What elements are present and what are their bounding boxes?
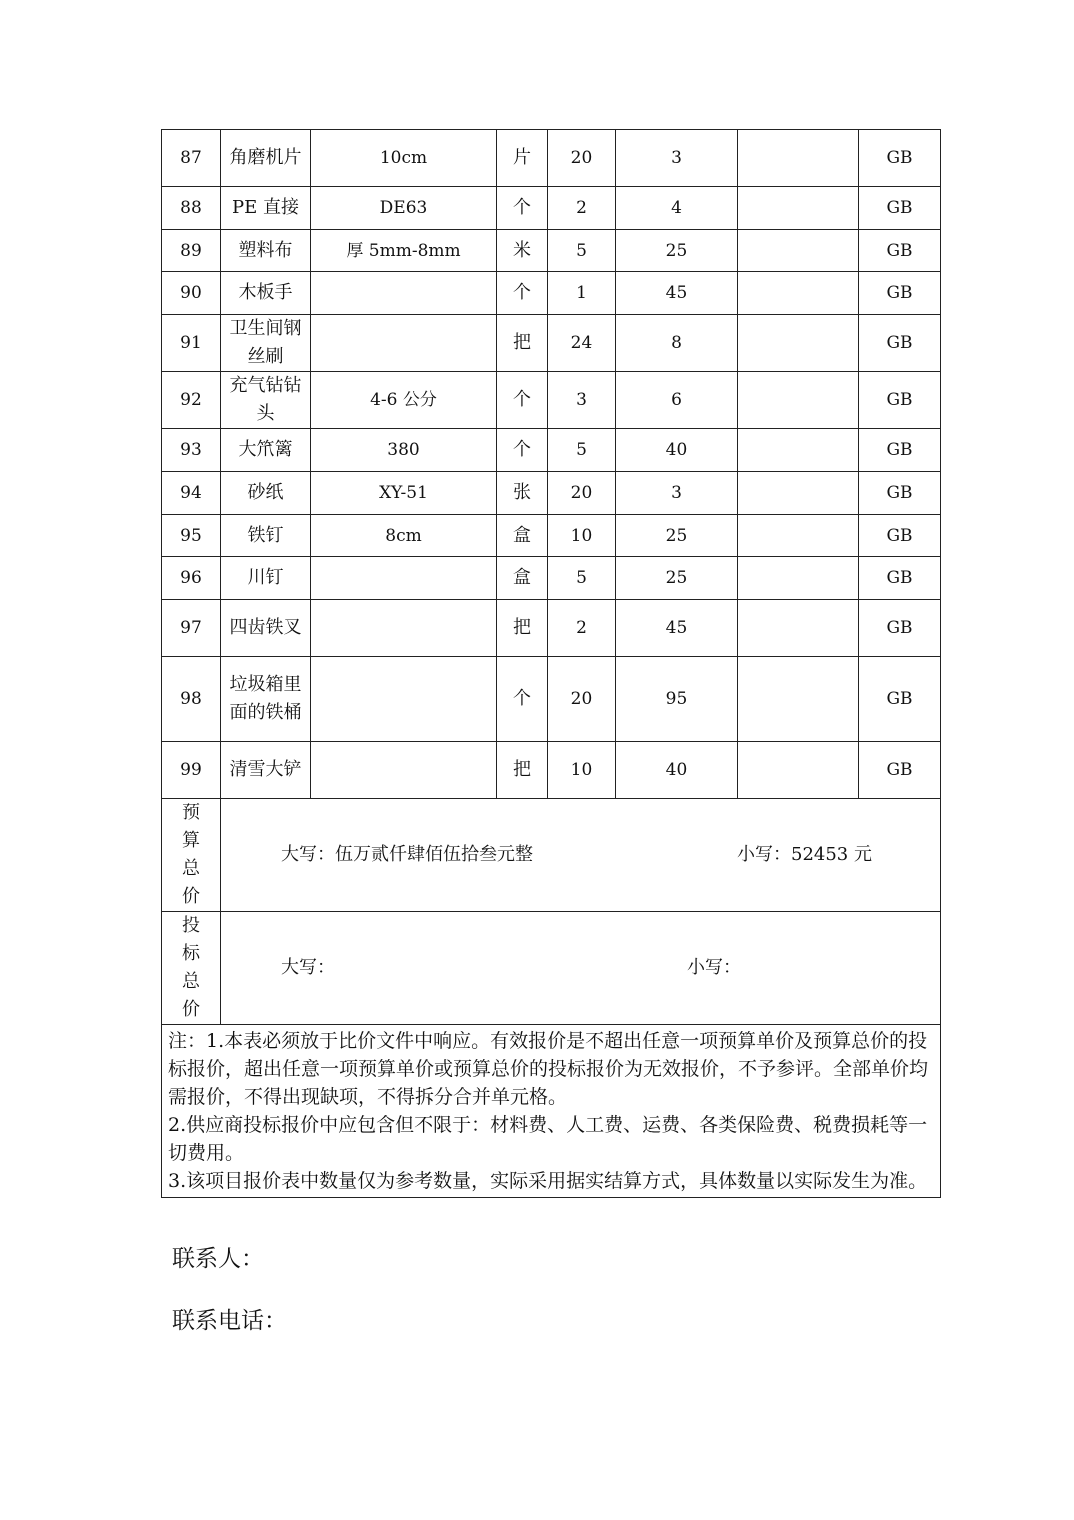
item-quantity: 10 [548, 742, 616, 799]
item-quantity: 20 [548, 472, 616, 515]
budget-unit-price: 4 [616, 187, 738, 230]
budget-unit-price: 6 [616, 372, 738, 429]
row-number: 99 [162, 742, 221, 799]
item-name: 铁钉 [221, 515, 311, 557]
table-row [162, 130, 941, 187]
item-name: 川钉 [221, 557, 311, 600]
item-spec [311, 272, 497, 315]
bid-unit-price[interactable] [738, 130, 859, 187]
row-number: 92 [162, 372, 221, 429]
item-quantity: 20 [548, 657, 616, 742]
item-spec: 10cm [311, 130, 497, 187]
item-spec: 4-6 公分 [311, 372, 497, 429]
item-quantity: 5 [548, 557, 616, 600]
item-unit: 把 [497, 742, 548, 799]
table-row [162, 272, 941, 315]
item-standard: GB [859, 472, 941, 515]
item-name: 角磨机片 [221, 130, 311, 187]
item-quantity: 5 [548, 429, 616, 472]
contact-person-label: 联系人： [172, 1246, 264, 1272]
item-standard: GB [859, 557, 941, 600]
bid-unit-price[interactable] [738, 230, 859, 272]
budget-unit-price: 40 [616, 429, 738, 472]
budget-total-lower: 小写：52453 元 [737, 844, 872, 865]
bid-unit-price[interactable] [738, 657, 859, 742]
bid-unit-price[interactable] [738, 272, 859, 315]
item-name: 垃圾箱里面的铁桶 [221, 657, 311, 742]
item-quantity: 5 [548, 230, 616, 272]
item-standard: GB [859, 657, 941, 742]
item-quantity: 2 [548, 187, 616, 230]
item-name: 砂纸 [221, 472, 311, 515]
item-name: 塑料布 [221, 230, 311, 272]
note-2: 2.供应商投标报价中应包含但不限于：材料费、人工费、运费、各类保险费、税费损耗等一切费用。 [168, 1114, 928, 1164]
budget-unit-price: 3 [616, 130, 738, 187]
bid-total-upper: 大写： [281, 957, 335, 978]
item-name: 卫生间钢丝刷 [221, 315, 311, 372]
budget-unit-price: 25 [616, 230, 738, 272]
notes-cell [162, 1025, 941, 1198]
item-name: 充气钻钻头 [221, 372, 311, 429]
table-row [162, 600, 941, 657]
item-spec [311, 657, 497, 742]
table-row [162, 557, 941, 600]
note-1: 注：1.本表必须放于比价文件中响应。有效报价是不超出任意一项预算单价及预算总价的投标报价，超出任意一项预算单价或预算总价的投标报价为无效报价，不予参评。全部单价均需报价，不得出现缺项，不得拆分合并单元格。 [168, 1030, 929, 1108]
bid-unit-price[interactable] [738, 372, 859, 429]
item-spec: 厚 5mm-8mm [311, 230, 497, 272]
budget-unit-price: 45 [616, 272, 738, 315]
bid-total-values[interactable] [221, 912, 941, 1025]
bid-total-label: 投 标 总 价 [162, 912, 221, 1025]
row-number: 97 [162, 600, 221, 657]
bid-unit-price[interactable] [738, 515, 859, 557]
item-quantity: 3 [548, 372, 616, 429]
item-spec: XY-51 [311, 472, 497, 515]
item-unit: 个 [497, 187, 548, 230]
item-spec: 8cm [311, 515, 497, 557]
table-row [162, 315, 941, 372]
table-row [162, 515, 941, 557]
item-standard: GB [859, 372, 941, 429]
item-standard: GB [859, 230, 941, 272]
table-row [162, 372, 941, 429]
item-quantity: 24 [548, 315, 616, 372]
notes-row [162, 1025, 941, 1198]
item-spec: DE63 [311, 187, 497, 230]
row-number: 91 [162, 315, 221, 372]
bid-unit-price[interactable] [738, 187, 859, 230]
item-spec [311, 557, 497, 600]
item-standard: GB [859, 315, 941, 372]
item-quantity: 1 [548, 272, 616, 315]
price-table [161, 129, 941, 1198]
bid-total-lower: 小写： [687, 957, 741, 978]
item-unit: 片 [497, 130, 548, 187]
row-number: 93 [162, 429, 221, 472]
budget-unit-price: 45 [616, 600, 738, 657]
budget-unit-price: 25 [616, 515, 738, 557]
item-spec [311, 315, 497, 372]
item-unit: 把 [497, 315, 548, 372]
bid-unit-price[interactable] [738, 742, 859, 799]
budget-unit-price: 95 [616, 657, 738, 742]
item-unit: 个 [497, 657, 548, 742]
budget-unit-price: 3 [616, 472, 738, 515]
item-unit: 个 [497, 272, 548, 315]
item-name: 大笊篱 [221, 429, 311, 472]
item-unit: 张 [497, 472, 548, 515]
table-row [162, 742, 941, 799]
item-standard: GB [859, 600, 941, 657]
table-row [162, 472, 941, 515]
budget-total-upper: 大写：伍万贰仟肆佰伍拾叁元整 [281, 844, 533, 865]
item-quantity: 10 [548, 515, 616, 557]
table-row [162, 187, 941, 230]
budget-total-label: 预 算 总 价 [162, 799, 221, 912]
row-number: 90 [162, 272, 221, 315]
item-quantity: 20 [548, 130, 616, 187]
item-unit: 米 [497, 230, 548, 272]
row-number: 87 [162, 130, 221, 187]
row-number: 95 [162, 515, 221, 557]
row-number: 96 [162, 557, 221, 600]
item-name: 四齿铁叉 [221, 600, 311, 657]
item-spec: 380 [311, 429, 497, 472]
item-unit: 个 [497, 429, 548, 472]
item-spec [311, 742, 497, 799]
contact-phone-label: 联系电话： [172, 1308, 287, 1334]
item-standard: GB [859, 187, 941, 230]
budget-unit-price: 8 [616, 315, 738, 372]
bid-unit-price[interactable] [738, 429, 859, 472]
item-name: 清雪大铲 [221, 742, 311, 799]
budget-unit-price: 25 [616, 557, 738, 600]
table-row [162, 429, 941, 472]
budget-total-values [221, 799, 941, 912]
row-number: 88 [162, 187, 221, 230]
row-number: 89 [162, 230, 221, 272]
item-standard: GB [859, 515, 941, 557]
item-standard: GB [859, 742, 941, 799]
table-row [162, 230, 941, 272]
bid-unit-price[interactable] [738, 315, 859, 372]
item-unit: 盒 [497, 557, 548, 600]
item-standard: GB [859, 272, 941, 315]
note-3: 3.该项目报价表中数量仅为参考数量，实际采用据实结算方式，具体数量以实际发生为准。 [168, 1170, 928, 1192]
bid-unit-price[interactable] [738, 557, 859, 600]
row-number: 98 [162, 657, 221, 742]
item-standard: GB [859, 429, 941, 472]
budget-unit-price: 40 [616, 742, 738, 799]
item-unit: 盒 [497, 515, 548, 557]
bid-unit-price[interactable] [738, 472, 859, 515]
item-standard: GB [859, 130, 941, 187]
item-name: PE 直接 [221, 187, 311, 230]
row-number: 94 [162, 472, 221, 515]
item-unit: 个 [497, 372, 548, 429]
budget-total-row [162, 799, 941, 912]
item-quantity: 2 [548, 600, 616, 657]
item-spec [311, 600, 497, 657]
item-unit: 把 [497, 600, 548, 657]
item-name: 木板手 [221, 272, 311, 315]
bid-unit-price[interactable] [738, 600, 859, 657]
bid-total-row [162, 912, 941, 1025]
table-row [162, 657, 941, 742]
